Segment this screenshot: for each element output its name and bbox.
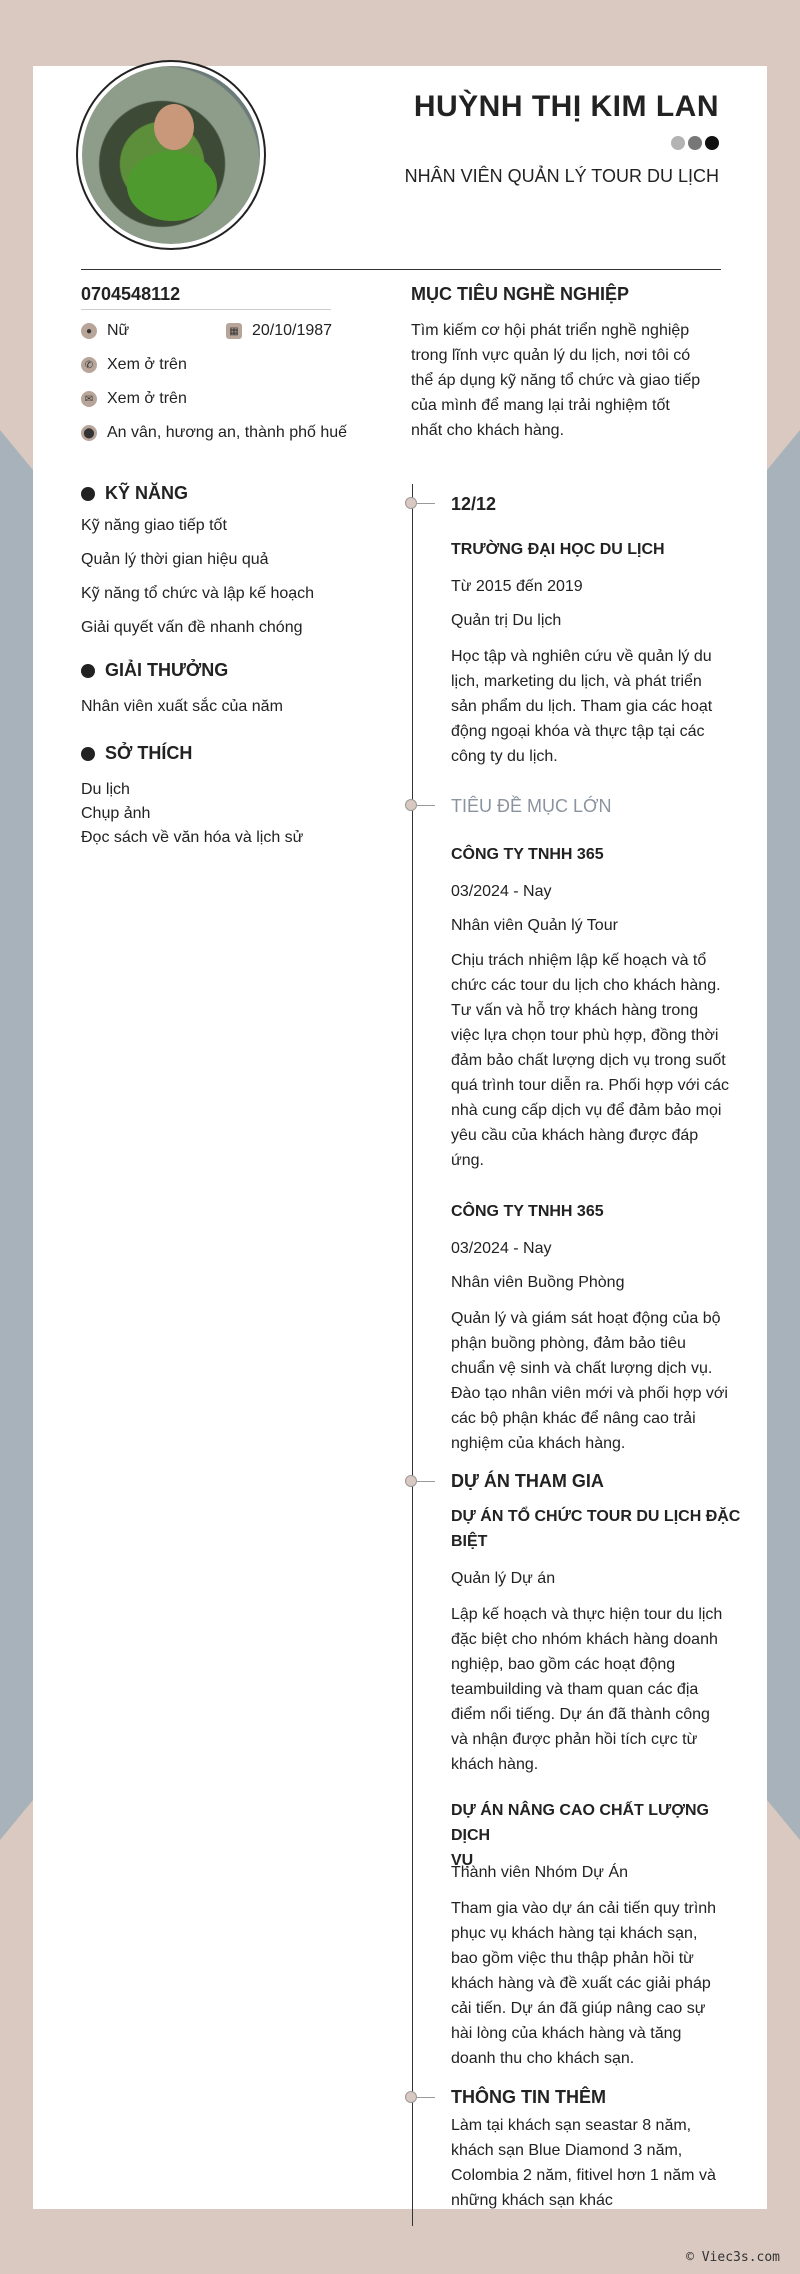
job-line: đảm bảo chất lượng dịch vụ trong suốt [451, 1052, 726, 1069]
award-item: Nhân viên xuất sắc của năm [81, 698, 283, 715]
project-line: Lập kế hoạch và thực hiện tour du lịch [451, 1606, 723, 1623]
job-description [451, 1306, 746, 1456]
avatar [76, 60, 266, 250]
email-line-value: Xem ở trên [107, 390, 187, 407]
company-name: CÔNG TY TNHH 365 [451, 846, 604, 863]
objective-line: thể áp dụng kỹ năng tổ chức và giao tiếp [411, 372, 701, 389]
education-period: Từ 2015 đến 2019 [451, 578, 583, 595]
email-row [81, 390, 187, 408]
skill-item: Giải quyết vấn đề nhanh chóng [81, 619, 303, 636]
job-line: chuẩn vệ sinh và chất lượng dịch vụ. [451, 1360, 713, 1377]
project-line: đặc biệt cho nhóm khách hàng doanh [451, 1631, 718, 1648]
timeline-dot [405, 497, 417, 509]
project-line: Tham gia vào dự án cải tiến quy trình [451, 1900, 717, 1917]
job-role: Nhân viên Quản lý Tour [451, 917, 618, 934]
education-line: sản phẩm du lịch. Tham gia các hoạt [451, 698, 713, 715]
education-line: lịch, marketing du lịch, và phát triển [451, 673, 702, 690]
gender-value: Nữ [107, 322, 130, 339]
hobby-item: Đọc sách về văn hóa và lịch sử [81, 829, 304, 846]
job-line: Đào tạo nhân viên mới và phối hợp với [451, 1385, 728, 1402]
birthday-value: 20/10/1987 [252, 322, 333, 339]
job-line: việc lựa chọn tour phù hợp, đồng thời [451, 1027, 719, 1044]
skill-item: Quản lý thời gian hiệu quả [81, 551, 269, 568]
job-line: phận buồng phòng, đảm bảo tiêu [451, 1335, 686, 1352]
company-name: CÔNG TY TNHH 365 [451, 1203, 604, 1220]
job-line: Tư vấn và hỗ trợ khách hàng trong [451, 1002, 699, 1019]
calendar-icon: ▦ [226, 323, 242, 339]
job-role: Nhân viên Buồng Phòng [451, 1274, 625, 1291]
project-name-line: DỰ ÁN NÂNG CAO CHẤT LƯỢNG DỊCH [451, 1802, 709, 1844]
job-line: ứng. [451, 1152, 484, 1169]
education-title: 12/12 [451, 494, 497, 514]
objective-title: MỤC TIÊU NGHỀ NGHIỆP [411, 284, 630, 304]
timeline-stub [417, 805, 435, 806]
objective-line: Tìm kiếm cơ hội phát triển nghề nghiệp [411, 322, 690, 339]
project-role: Quản lý Dự án [451, 1570, 556, 1587]
job-title: NHÂN VIÊN QUẢN LÝ TOUR DU LỊCH [404, 166, 719, 186]
timeline-stub [417, 503, 435, 504]
hobbies-heading [81, 743, 192, 764]
extra-line: Colombia 2 năm, fitivel hơn 1 năm và [451, 2167, 716, 2184]
dot-mid [688, 136, 702, 150]
project-name-line: BIỆT [451, 1533, 488, 1550]
education-line: Học tập và nghiên cứu về quản lý du [451, 648, 712, 665]
job-line: quá trình tour diễn ra. Phối hợp với các [451, 1077, 730, 1094]
project-line: nghiệp, bao gồm các hoạt động [451, 1656, 676, 1673]
extra-line: Làm tại khách sạn seastar 8 năm, [451, 2117, 692, 2134]
job-line: yêu cầu của khách hàng được đáp [451, 1127, 699, 1144]
job-period: 03/2024 - Nay [451, 1240, 552, 1257]
birthday-row [226, 322, 332, 340]
resume-page [33, 66, 767, 2209]
timeline-stub [417, 2097, 435, 2098]
skill-item: Kỹ năng tổ chức và lập kế hoạch [81, 585, 315, 602]
project-description [451, 1602, 746, 1777]
job-line: Chịu trách nhiệm lập kế hoạch và tổ [451, 952, 707, 969]
job-line: các bộ phận khác để nâng cao trải [451, 1410, 696, 1427]
project-line: teambuilding và tham quan các địa [451, 1681, 699, 1698]
phone-row [81, 356, 187, 374]
extra-line: những khách sạn khác [451, 2192, 613, 2209]
hobby-item: Chụp ảnh [81, 805, 151, 822]
extra-line: khách sạn Blue Diamond 3 năm, [451, 2142, 683, 2159]
project-description [451, 1896, 746, 2071]
phone-number: 0704548112 [81, 284, 181, 304]
project-line: và nhận được phản hồi tích cực từ [451, 1731, 698, 1748]
gender-row [81, 322, 129, 340]
job-line: Quản lý và giám sát hoạt động của bộ [451, 1310, 721, 1327]
extra-title: THÔNG TIN THÊM [451, 2087, 606, 2107]
profile-photo [82, 66, 260, 244]
project-line: khách hàng và đề xuất các giải pháp [451, 1975, 711, 1992]
candidate-name: HUỲNH THỊ KIM LAN [413, 90, 719, 123]
phone-icon: ✆ [81, 357, 97, 373]
hobby-item: Du lịch [81, 781, 130, 798]
header-divider [81, 269, 721, 270]
extra-description [451, 2113, 746, 2213]
watermark: © Viec3s.com [686, 2250, 780, 2265]
education-line: động ngoại khóa và thực tập tại các [451, 723, 705, 740]
timeline-line [412, 484, 413, 2226]
project-line: bao gồm việc thu thập phản hồi từ [451, 1950, 694, 1967]
mail-icon: ✉ [81, 391, 97, 407]
awards-heading [81, 660, 228, 681]
timeline-dot [405, 1475, 417, 1487]
job-line: nghiệm của khách hàng. [451, 1435, 626, 1452]
dot-light [671, 136, 685, 150]
person-icon: ● [81, 323, 97, 339]
job-period: 03/2024 - Nay [451, 883, 552, 900]
education-line: công ty du lịch. [451, 748, 558, 765]
bullet-icon [81, 664, 95, 678]
education-major: Quản trị Du lịch [451, 612, 562, 629]
project-role: Thành viên Nhóm Dự Án [451, 1864, 629, 1881]
school-name: TRƯỜNG ĐẠI HỌC DU LỊCH [451, 541, 665, 558]
project-line: cải tiến. Dự án đã giúp nâng cao sự [451, 2000, 706, 2017]
project-name-line: DỰ ÁN TỔ CHỨC TOUR DU LỊCH ĐẶC [451, 1508, 741, 1525]
project-name [451, 1504, 746, 1554]
address-value: An vân, hương an, thành phố huế [107, 424, 348, 441]
project-line: khách hàng. [451, 1756, 539, 1773]
project-name-line: VỤ [451, 1852, 474, 1869]
location-pin-icon: ⬤ [81, 425, 97, 441]
skills-heading [81, 483, 188, 504]
skill-item: Kỹ năng giao tiếp tốt [81, 517, 227, 534]
objective-line: nhất cho khách hàng. [411, 422, 565, 439]
bullet-icon [81, 487, 95, 501]
color-dots [671, 136, 719, 150]
job-line: nhà cung cấp dịch vụ để đảm bảo mọi [451, 1102, 722, 1119]
phone-underline [81, 309, 331, 310]
objective-line: của mình để mang lại trải nghiệm tốt [411, 397, 670, 414]
address-row [81, 424, 347, 442]
timeline-dot [405, 799, 417, 811]
education-description [451, 644, 746, 769]
objective-text [411, 318, 729, 443]
timeline-dot [405, 2091, 417, 2103]
projects-title: DỰ ÁN THAM GIA [451, 1471, 604, 1491]
awards-title: GIẢI THƯỞNG [105, 660, 229, 680]
job-line: chức các tour du lịch cho khách hàng. [451, 977, 721, 994]
experience-title: TIÊU ĐỀ MỤC LỚN [451, 796, 612, 816]
job-description [451, 948, 746, 1173]
objective-line: trong lĩnh vực quản lý du lịch, nơi tôi có [411, 347, 691, 364]
skills-title: KỸ NĂNG [105, 483, 189, 503]
project-line: phục vụ khách hàng tại khách sạn, [451, 1925, 698, 1942]
bullet-icon [81, 747, 95, 761]
project-line: điểm nổi tiếng. Dự án đã thành công [451, 1706, 710, 1723]
timeline-stub [417, 1481, 435, 1482]
project-line: doanh thu cho khách sạn. [451, 2050, 635, 2067]
hobbies-title: SỞ THÍCH [105, 743, 193, 763]
dot-dark [705, 136, 719, 150]
phone-line-value: Xem ở trên [107, 356, 187, 373]
project-line: hài lòng của khách hàng và tăng [451, 2025, 682, 2042]
